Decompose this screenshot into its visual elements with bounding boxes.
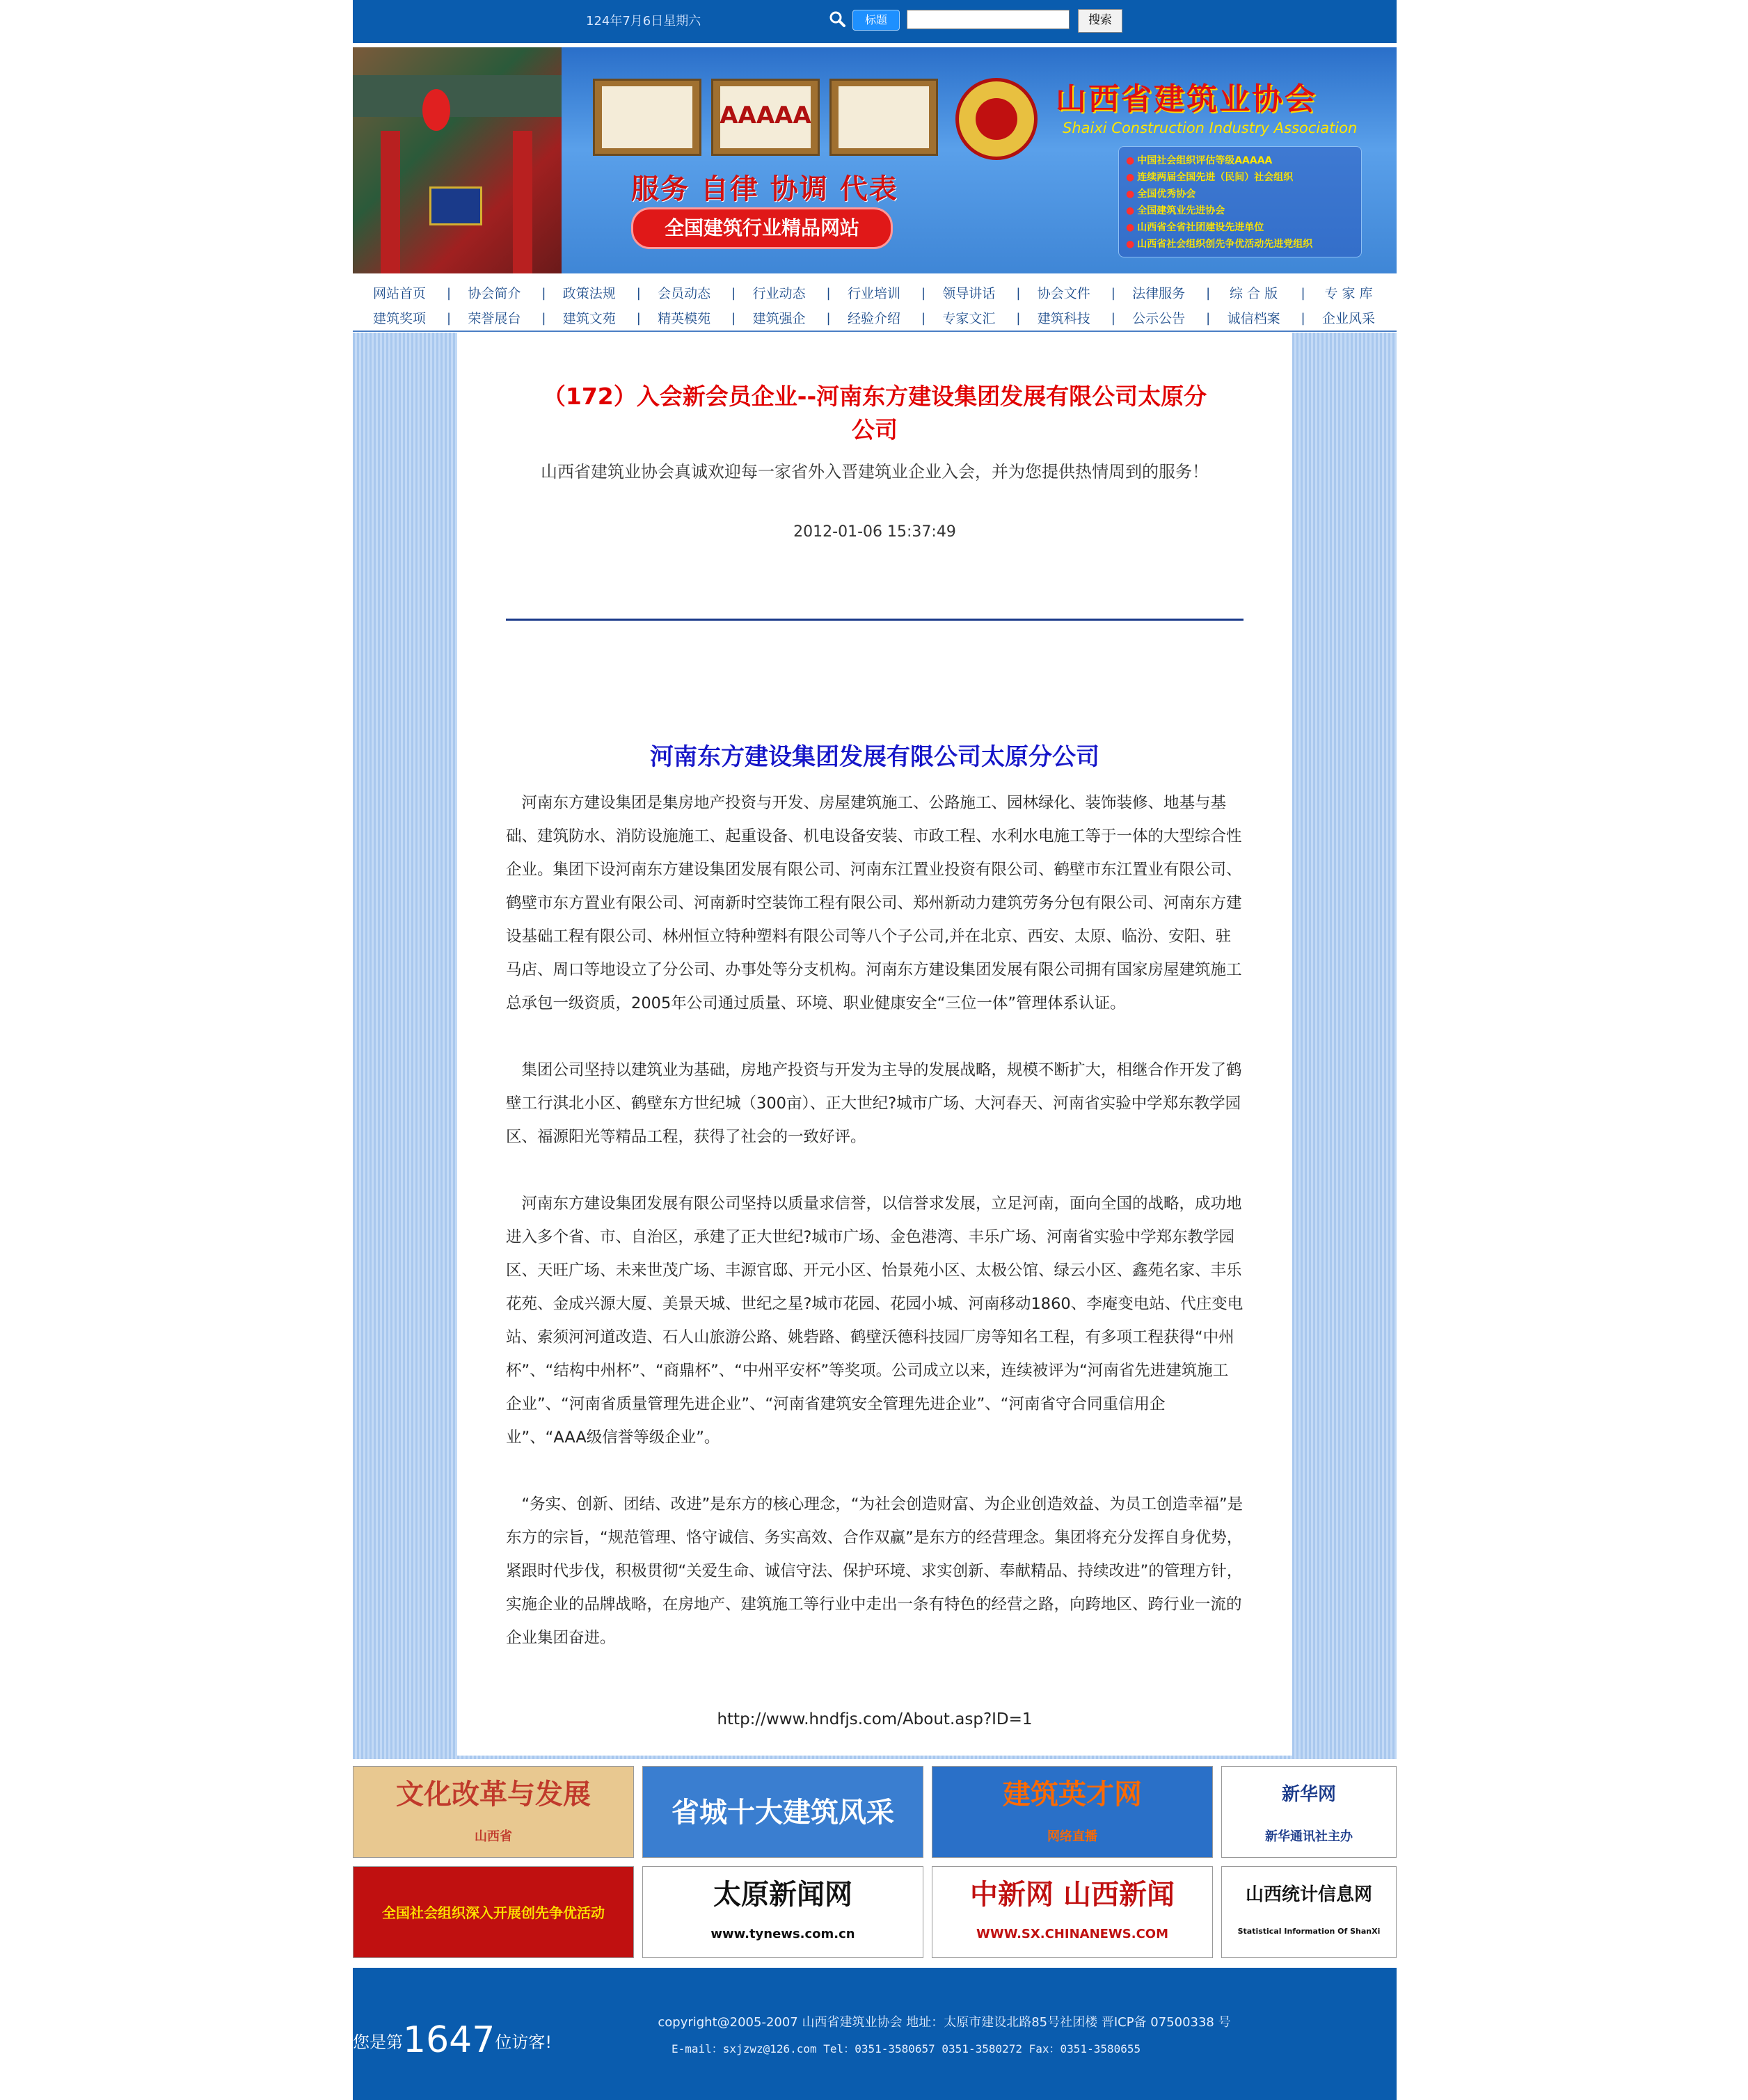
nav-separator: | <box>731 311 736 326</box>
nav-item[interactable]: 协会简介 <box>468 286 521 301</box>
nav-item[interactable]: 建筑文苑 <box>562 311 616 326</box>
nav-separator: | <box>921 286 926 301</box>
association-name-en: Shaixi Construction Industry Association <box>1063 120 1358 136</box>
link-chinanews-shanxi[interactable] <box>932 1866 1213 1958</box>
divider <box>506 619 1244 621</box>
nav-item[interactable]: 行业培训 <box>847 286 900 301</box>
nav-item[interactable]: 行业动态 <box>752 286 806 301</box>
nav-item[interactable]: 建筑强企 <box>752 311 806 326</box>
nav-separator: | <box>1016 311 1021 326</box>
search-input[interactable] <box>907 10 1070 29</box>
nav-item[interactable]: 专 家 库 <box>1324 286 1373 301</box>
source-url[interactable]: http://www.hndfjs.com/About.asp?ID=1 <box>717 1710 1033 1728</box>
award-item: ● 中国社会组织评估等级AAAAA <box>1126 152 1354 169</box>
article-body <box>506 786 1244 1688</box>
award-item: ● 连续两届全国先进（民间）社会组织 <box>1126 169 1354 186</box>
top-bar <box>353 0 1397 43</box>
article-subtitle: 山西省建筑业协会真诚欢迎每一家省外入晋建筑业企业入会，并为您提供热情周到的服务！ <box>541 462 1209 482</box>
nav-separator: | <box>636 286 641 301</box>
award-item: ● 山西省全省社团建设先进单位 <box>1126 219 1354 236</box>
link-tagline: Statistical Information Of ShanXi <box>1237 1927 1381 1936</box>
lantern-icon <box>422 89 450 131</box>
link-label: 太原新闻网 <box>713 1879 852 1911</box>
nav-separator: | <box>731 286 736 301</box>
nav-separator: | <box>1016 286 1021 301</box>
search-icon[interactable] <box>828 10 846 28</box>
content-background <box>353 333 1397 1759</box>
partner-links <box>353 1766 1397 1961</box>
body-paragraph: 集团公司坚持以建筑业为基础，房地产投资与开发为主导的发展战略，规模不断扩大，相继合作开发了鹤壁工行淇北小区、鹤壁东方世纪城（300亩）、正大世纪?城市广场、大河春天、河南省实验中学郑东教学园区、福源阳光等精品工程，获得了社会的一致好评。 <box>506 1061 1242 1146</box>
nav-separator: | <box>636 311 641 326</box>
award-item: ● 全国优秀协会 <box>1126 186 1354 202</box>
body-heading: 河南东方建设集团发展有限公司太原分公司 <box>650 743 1099 771</box>
nav-separator: | <box>826 311 831 326</box>
link-culture-reform[interactable] <box>353 1766 634 1858</box>
nav-separator: | <box>1206 286 1211 301</box>
nav-item[interactable]: 专家文汇 <box>942 311 996 326</box>
nav-row-2 <box>353 307 1397 331</box>
nav-item[interactable]: 公示公告 <box>1132 311 1186 326</box>
article-title: （172）入会新会员企业--河南东方建设集团发展有限公司太原分公司 <box>542 383 1207 443</box>
nav-item[interactable]: 协会文件 <box>1037 286 1090 301</box>
link-taiyuan-news[interactable] <box>642 1866 923 1958</box>
nav-item[interactable]: 企业风采 <box>1321 311 1375 326</box>
nav-separator: | <box>446 286 452 301</box>
link-tagline: 新华通讯社主办 <box>1265 1829 1353 1844</box>
nav-item[interactable]: 政策法规 <box>562 286 616 301</box>
nav-separator: | <box>1301 311 1305 326</box>
link-tagline: 网络直播 <box>1047 1829 1097 1844</box>
visitor-count: 1647 <box>403 2019 495 2061</box>
header-banner <box>353 47 1397 273</box>
nav-separator: | <box>1111 286 1115 301</box>
nav-separator: | <box>541 286 546 301</box>
award-plaques <box>593 79 941 152</box>
nav-item[interactable]: 精英模苑 <box>658 311 711 326</box>
link-tagline: 山西省 <box>475 1829 512 1844</box>
link-tagline: WWW.SX.CHINANEWS.COM <box>976 1927 1169 1941</box>
main-nav <box>353 280 1397 332</box>
nav-item[interactable]: 经验介绍 <box>847 311 900 326</box>
award-item: ● 山西省社会组织创先争优活动先进党组织 <box>1126 236 1354 253</box>
nav-separator: | <box>826 286 831 301</box>
nav-separator: | <box>1206 311 1211 326</box>
association-logo-icon <box>955 78 1038 160</box>
page <box>353 0 1397 2100</box>
nav-item[interactable]: 诚信档案 <box>1227 311 1280 326</box>
link-construction-talent[interactable] <box>932 1766 1213 1858</box>
nav-item[interactable]: 综 合 版 <box>1230 286 1278 301</box>
link-label: 山西统计信息网 <box>1245 1884 1372 1905</box>
article-panel <box>457 333 1292 1756</box>
association-name: 山西省建筑业协会 <box>1056 81 1317 117</box>
nav-item[interactable]: 领导讲话 <box>942 286 996 301</box>
nav-item[interactable]: 会员动态 <box>658 286 711 301</box>
nav-item[interactable]: 建筑科技 <box>1037 311 1090 326</box>
body-paragraph: 河南东方建设集团是集房地产投资与开发、房屋建筑施工、公路施工、园林绿化、装饰装修、地基与基础、建筑防水、消防设施施工、起重设备、机电设备安装、市政工程、水利水电施工等于一体的大型综合性企业。集团下设河南东方建设集团发展有限公司、河南东江置业投资有限公司、鹤壁市东江置业有限公司、鹤壁市东方置业有限公司、河南新时空装饰工程有限公司、郑州新动力建筑劳务分包有限公司、河南东方建设基础工程有限公司、林州恒立特种塑料有限公司等八个子公司,并在北京、西安、太原、临汾、安阳、驻马店、周口等地设立了分公司、办事处等分支机构。河南东方建设集团发展有限公司拥有国家房屋建筑施工总承包一级资质，2005年公司通过质量、环境、职业健康安全“三位一体”管理体系认证。 <box>506 794 1242 1012</box>
awards-box <box>1118 146 1362 257</box>
contact-info: E-mail：sxjzwz@126.com Tel：0351-3580657 0351-3580272 Fax：0351-3580655 <box>672 2042 1141 2055</box>
nav-separator: | <box>541 311 546 326</box>
search-button[interactable]: 搜索 <box>1078 9 1122 33</box>
current-date: 124年7月6日星期六 <box>586 14 701 29</box>
nav-separator: | <box>921 311 926 326</box>
link-label: 建筑英才网 <box>1003 1779 1142 1811</box>
gate-tower-image <box>353 47 562 273</box>
body-paragraph: 河南东方建设集团发展有限公司坚持以质量求信誉，以信誉求发展，立足河南，面向全国的战略，成功地进入多个省、市、自治区，承建了正大世纪?城市广场、金色港湾、丰乐广场、河南省实验中学郑东教学园区、天旺广场、未来世茂广场、丰源官邸、开元小区、怡景苑小区、太极公馆、绿云小区、鑫苑名家、丰乐花苑、金成兴源大厦、美景天城、世纪之星?城市花园、花园小城、河南移动1860、李庵变电站、代庄变电站、索须河河道改造、石人山旅游公路、姚砦路、鹤壁沃德科技园厂房等知名工程，有多项工程获得“中州杯”、“结构中州杯”、“商鼎杯”、“中州平安杯”等奖项。公司成立以来，连续被评为“河南省先进建筑施工企业”、“河南省质量管理先进企业”、“河南省建筑安全管理先进企业”、“河南省守合同重信用企业”、“AAA级信誉等级企业”。 <box>506 1195 1244 1447</box>
link-shanxi-stats[interactable] <box>1221 1866 1397 1958</box>
nav-row-1 <box>353 282 1397 305</box>
award-item: ● 全国建筑业先进协会 <box>1126 202 1354 219</box>
nav-separator: | <box>1111 311 1115 326</box>
link-xinhua[interactable] <box>1221 1766 1397 1858</box>
link-label: 文化改革与发展 <box>396 1779 591 1811</box>
link-label: 中新网 山西新闻 <box>970 1879 1175 1911</box>
link-social-org[interactable] <box>353 1866 634 1958</box>
link-top-ten-buildings[interactable] <box>642 1766 923 1858</box>
article-date: 2012-01-06 15:37:49 <box>793 523 956 541</box>
nav-separator: | <box>446 311 452 326</box>
link-tagline: www.tynews.com.cn <box>710 1927 855 1941</box>
nav-item[interactable]: 建筑奖项 <box>372 311 426 326</box>
body-paragraph: “务实、创新、团结、改进”是东方的核心理念，“为社会创造财富、为企业创造效益、为员工创造幸福”是东方的宗旨，“规范管理、恪守诚信、务实高效、合作双赢”是东方的经营理念。集团将充分发挥自身优势，紧跟时代步伐，积极贯彻“关爱生命、诚信守法、保护环境、求实创新、奉献精品、持续改进”的管理方针，实施企业的品牌战略，在房地产、建筑施工等行业中走出一条有特色的经营之路，向跨地区、跨行业一流的企业集团奋进。 <box>506 1495 1244 1647</box>
nav-item[interactable]: 荣誉展台 <box>468 311 521 326</box>
visitor-counter: 您是第1647位访客! <box>353 2019 552 2061</box>
plaque-aaaaa: AAAAA <box>720 102 811 129</box>
link-label: 省城十大建筑风采 <box>672 1797 894 1829</box>
nav-separator: | <box>1301 286 1305 301</box>
copyright: copyright@2005-2007 山西省建筑业协会 地址：太原市建设北路85号社团楼 晋ICP备 07500338 号 <box>658 2015 1231 2030</box>
search-type-select[interactable]: 标题 <box>852 10 900 31</box>
footer <box>353 1968 1397 2100</box>
slogan: 服务 自律 协调 代表 <box>631 173 898 205</box>
site-award-pill: 全国建筑行业精品网站 <box>631 207 893 249</box>
link-label: 全国社会组织深入开展创先争优活动 <box>382 1904 605 1921</box>
nav-item[interactable]: 法律服务 <box>1132 286 1186 301</box>
nav-item[interactable]: 网站首页 <box>372 286 426 301</box>
link-label: 新华网 <box>1281 1784 1336 1805</box>
